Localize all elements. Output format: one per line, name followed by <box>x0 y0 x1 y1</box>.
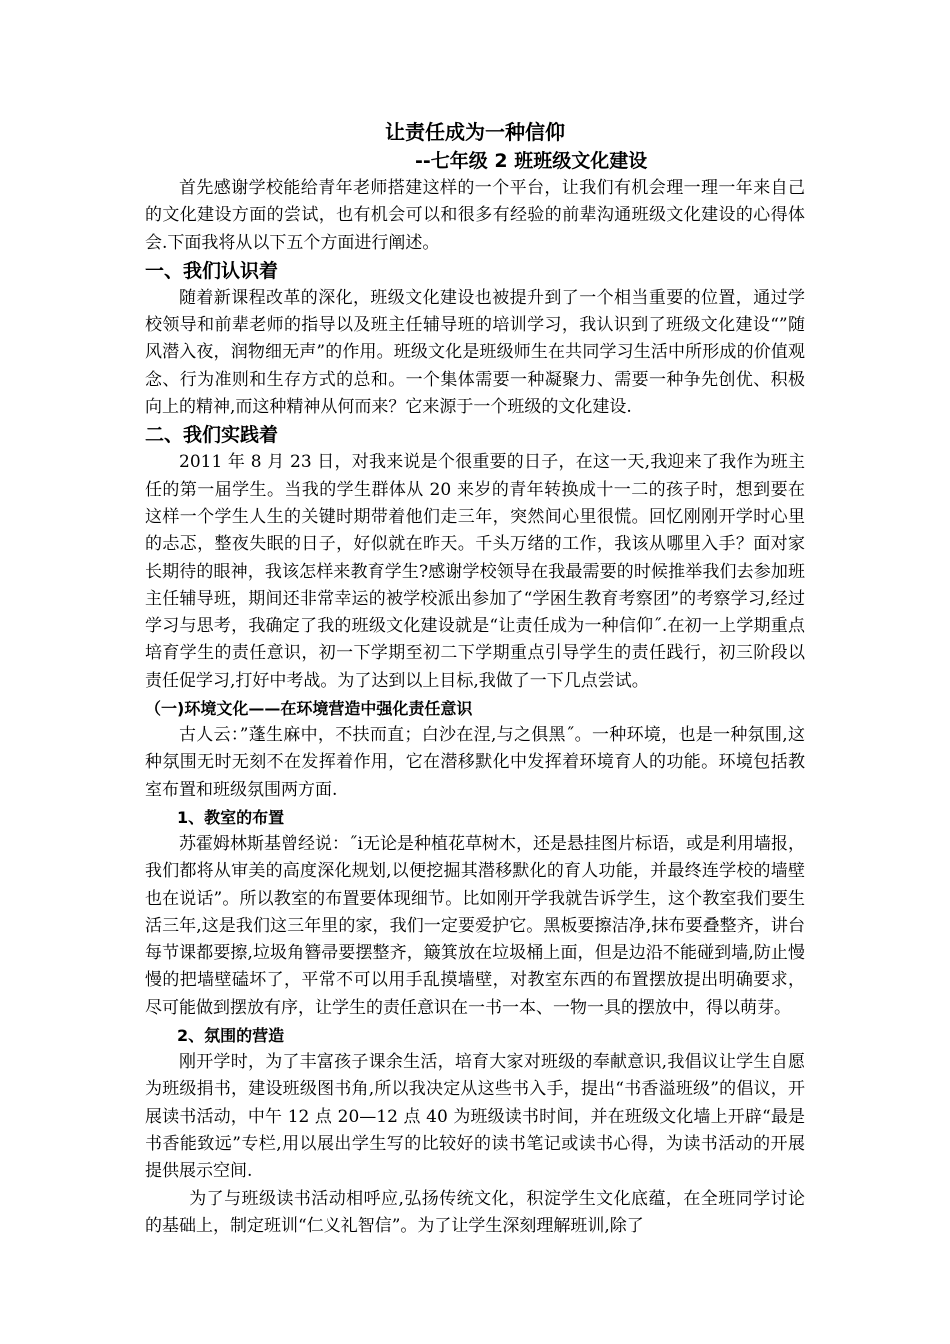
subsection-environment-heading: （一)环境文化——在环境营造中强化责任意识 <box>145 699 473 719</box>
intro-paragraph: 首先感谢学校能给青年老师搭建这样的一个平台，让我们有机会理一理一年来自己的文化建设方面的尝试，也有机会可以和很多有经验的前辈沟通班级文化建设的心得体会.下面我将从以下五个方面进行阐述。 <box>145 178 805 253</box>
item-classroom-layout-heading: 1、教室的布置 <box>177 807 285 827</box>
item-atmosphere-paragraph-2: 为了与班级读书活动相呼应,弘扬传统文化，积淀学生文化底蕴，在全班同学讨论的基础上，制定班训“仁义礼智信”。为了让学生深刻理解班训,除了 <box>145 1188 805 1236</box>
section-1-paragraph: 随着新课程改革的深化，班级文化建设也被提升到了一个相当重要的位置，通过学校领导和前辈老师的指导以及班主任辅导班的培训学习，我认识到了班级文化建设“”随风潜入夜，润物细无声”的作用。班级文化是班级师生在共同学习生活中所形成的价值观念、行为准则和生存方式的总和。一个集体需要一种凝聚力、需要一种争先创优、积极向上的精神,而这种精神从何而来？它来源于一个班级的文化建设. <box>145 287 805 418</box>
document-title: 让责任成为一种信仰 <box>385 120 565 144</box>
section-1-heading: 一、我们认识着 <box>145 259 279 282</box>
subsection-environment-paragraph: 古人云：”蓬生麻中，不扶而直；白沙在涅,与之俱黑˝。一种环境，也是一种氛围,这种氛围无时无刻不在发挥着作用，它在潜移默化中发挥着环境育人的功能。环境包括教室布置和班级氛围两方面. <box>145 725 805 800</box>
document-page <box>145 118 805 1240</box>
item-classroom-layout-paragraph: 苏霍姆林斯基曾经说：˝i无论是种植花草树木，还是悬挂图片标语，或是利用墙报，我们都将从审美的高度深化规划,以便挖掘其潜移默化的育人功能，并最终连学校的墙壁也在说话”。所以教室的布置要体现细节。比如刚开学我就告诉学生，这个教室我们要生活三年,这是我们这三年里的家，我们一定要爱护它。黑板要擦洁净,抹布要叠整齐，讲台每节课都要擦,垃圾角簪帚要摆整齐，簸箕放在垃圾桶上面，但是边沿不能碰到墙,防止慢慢的把墙壁磕坏了，平常不可以用手乱摸墙壁，对教室东西的布置摆放提出明确要求，尽可能做到摆放有序，让学生的责任意识在一书一本、一物一具的摆放中，得以萌芽。 <box>145 833 805 1018</box>
document-subtitle: --七年级 2 班班级文化建设 <box>415 150 648 172</box>
section-2-heading: 二、我们实践着 <box>145 424 279 447</box>
item-atmosphere-paragraph-1: 刚开学时，为了丰富孩子课余生活，培育大家对班级的奉献意识,我倡议让学生自愿为班级捐书，建设班级图书角,所以我决定从这些书入手，提出“书香溢班级”的倡议，开展读书活动，中午 12 点 20—12 点 40 为班级读书时间，并在班级文化墙上开辟“最是书香能致远”专栏,用以展出学生写的比较好的读书笔记或读书心得，为读书活动的开展提供展示空间. <box>145 1052 805 1182</box>
item-atmosphere-heading: 2、氛围的营造 <box>177 1026 285 1046</box>
section-2-paragraph: 2011 年 8 月 23 日，对我来说是个很重要的日子，在这一天,我迎来了我作为班主任的第一届学生。当我的学生群体从 20 来岁的青年转换成十一二的孩子时，想到要在这样一个学生人生的关键时期带着他们走三年，突然间心里很慌。回忆刚刚开学时心里的忐忑，整夜失眠的日子，好似就在昨天。千头万绪的工作，我该从哪里入手？面对家长期待的眼神，我该怎样来教育学生?感谢学校领导在我最需要的时候推举我们去参加班主任辅导班，期间还非常幸运的被学校派出参加了“学困生教育考察团”的考察学习,经过学习与思考，我确定了我的班级文化建设就是“让责任成为一种信仰˝.在初一上学期重点培育学生的责任意识，初一下学期至初二下学期重点引导学生的责任践行，初三阶段以责任促学习,打好中考战。为了达到以上目标,我做了一下几点尝试。 <box>145 452 805 691</box>
